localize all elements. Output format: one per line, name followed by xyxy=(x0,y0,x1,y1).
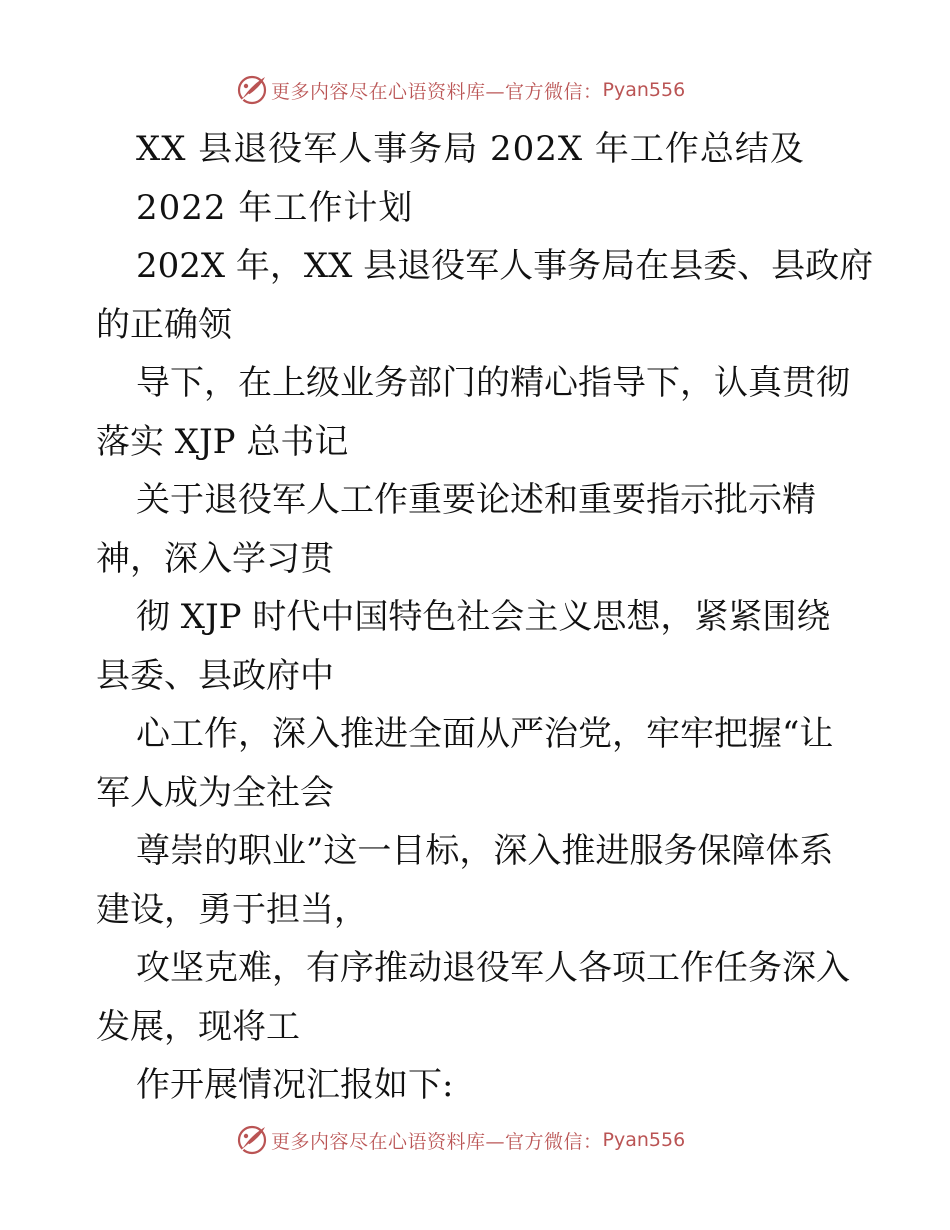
paragraph-line: 关于退役军人工作重要论述和重要指示批示精 xyxy=(136,480,816,520)
feather-pen-logo-icon xyxy=(235,1123,269,1157)
document-body xyxy=(96,120,876,1115)
paragraph-line: 202X 年，XX 县退役军人事务局在县委、县政府 xyxy=(136,246,874,286)
paragraph-line: 彻 XJP 时代中国特色社会主义思想，紧紧围绕 xyxy=(136,597,831,637)
paragraph-line: 县委、县政府中 xyxy=(96,655,334,696)
paragraph-line: 导下，在上级业务部门的精心指导下，认真贯彻 xyxy=(136,363,850,403)
paragraph-line: 作开展情况汇报如下: xyxy=(136,1065,454,1105)
document-paragraph xyxy=(96,237,876,1115)
watermark-header xyxy=(235,72,685,108)
feather-pen-logo-icon xyxy=(235,73,269,107)
watermark-handle: Pyan556 xyxy=(602,1129,686,1151)
paragraph-line: 心工作，深入推进全面从严治党，牢牢把握“让 xyxy=(136,714,834,754)
paragraph-line: 发展，现将工 xyxy=(96,1006,300,1047)
watermark-footer xyxy=(235,1122,685,1158)
paragraph-line: 神，深入学习贯 xyxy=(96,538,334,579)
paragraph-line: 攻坚克难，有序推动退役军人各项工作任务深入 xyxy=(136,948,850,988)
paragraph-line: 的正确领 xyxy=(96,304,232,345)
paragraph-line: 建设，勇于担当， xyxy=(96,889,368,930)
watermark-handle: Pyan556 xyxy=(602,79,686,101)
paragraph-line: 尊崇的职业”这一目标，深入推进服务保障体系 xyxy=(136,831,834,871)
document-title-line-2: 2022 年工作计划 xyxy=(136,187,414,228)
watermark-text: 更多内容尽在心语资料库—官方微信： xyxy=(271,1130,603,1153)
paragraph-line: 军人成为全社会 xyxy=(96,772,334,813)
watermark-text: 更多内容尽在心语资料库—官方微信： xyxy=(271,80,603,103)
paragraph-line: 落实 XJP 总书记 xyxy=(96,421,349,462)
document-title-line-1: XX 县退役军人事务局 202X 年工作总结及 xyxy=(136,129,805,169)
